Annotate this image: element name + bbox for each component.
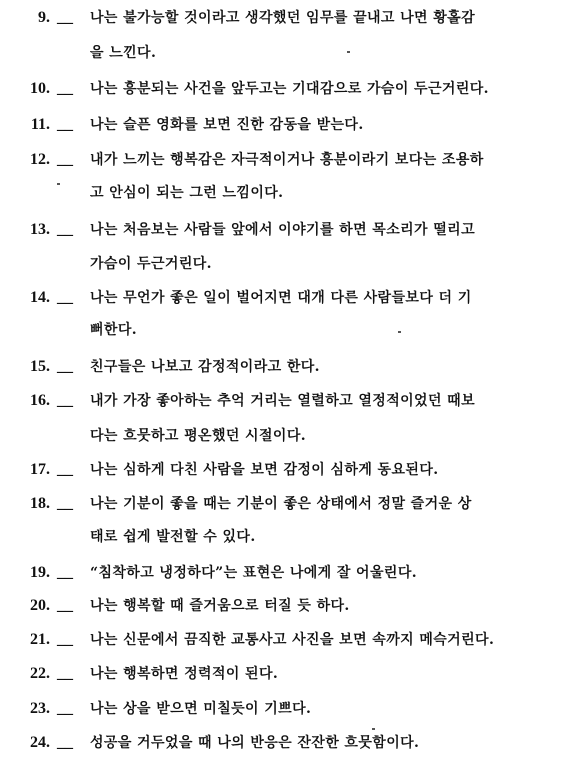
question-number: 19. xyxy=(30,564,50,581)
question-text-line: 나는 행복하면 정력적이 된다. xyxy=(90,666,279,682)
question-text-line: 다는 흐뭇하고 평온했던 시절이다. xyxy=(90,428,307,444)
answer-blank[interactable]: __ xyxy=(57,151,73,168)
question-number: 17. xyxy=(30,461,50,478)
question-text-line: 나는 슬픈 영화를 보면 진한 감동을 받는다. xyxy=(90,117,364,133)
question-number: 21. xyxy=(30,631,50,648)
question-text-line: “침착하고 냉정하다”는 표현은 나에게 잘 어울린다. xyxy=(90,565,418,581)
question-number: 12. xyxy=(30,151,50,168)
question-text-line: 뻐한다. xyxy=(90,322,138,338)
answer-blank[interactable]: __ xyxy=(57,700,73,717)
question-text-line: 태로 쉽게 발전할 수 있다. xyxy=(90,529,256,545)
question-text-line: 내가 느끼는 행복감은 자극적이거나 흥분이라기 보다는 조용하 xyxy=(90,152,484,168)
question-number: 14. xyxy=(30,289,50,306)
answer-blank[interactable]: __ xyxy=(57,461,73,478)
question-number: 16. xyxy=(30,392,50,409)
question-number: 24. xyxy=(30,734,50,751)
answer-blank[interactable]: __ xyxy=(57,80,73,97)
question-number: 20. xyxy=(30,597,50,614)
answer-blank[interactable]: __ xyxy=(57,289,73,306)
question-text-line: 내가 가장 좋아하는 추억 거리는 열렬하고 열정적이었던 때보 xyxy=(90,393,476,409)
question-number: 22. xyxy=(30,665,50,682)
question-text-line: 나는 흥분되는 사건을 앞두고는 기대감으로 가슴이 두근거린다. xyxy=(90,81,489,97)
answer-blank[interactable]: __ xyxy=(57,9,73,26)
answer-blank[interactable]: __ xyxy=(57,392,73,409)
question-number: 11. xyxy=(30,116,50,133)
question-number: 9. xyxy=(38,9,50,26)
question-text-line: 나는 행복할 때 즐거움으로 터질 듯 하다. xyxy=(90,598,350,614)
question-text-line: 가슴이 두근거린다. xyxy=(90,256,212,272)
answer-blank[interactable]: __ xyxy=(57,358,73,375)
scan-speck xyxy=(398,331,401,333)
question-text-line: 나는 기분이 좋을 때는 기분이 좋은 상태에서 정말 즐거운 상 xyxy=(90,496,472,512)
answer-blank[interactable]: __ xyxy=(57,665,73,682)
question-text-line: 나는 심하게 다친 사람을 보면 감정이 심하게 동요된다. xyxy=(90,462,439,478)
question-text-line: 을 느낀다. xyxy=(90,45,157,61)
answer-blank[interactable]: __ xyxy=(57,116,73,133)
answer-blank[interactable]: __ xyxy=(57,564,73,581)
question-number: 13. xyxy=(30,221,50,238)
question-number: 15. xyxy=(30,358,50,375)
question-text-line: 나는 불가능할 것이라고 생각했던 임무를 끝내고 나면 황홀감 xyxy=(90,10,476,26)
answer-blank[interactable]: __ xyxy=(57,597,73,614)
answer-blank[interactable]: __ xyxy=(57,734,73,751)
question-number: 18. xyxy=(30,495,50,512)
question-text-line: 나는 상을 받으면 미칠듯이 기쁘다. xyxy=(90,701,312,717)
answer-blank[interactable]: __ xyxy=(57,631,73,648)
answer-blank[interactable]: __ xyxy=(57,221,73,238)
scan-speck xyxy=(372,728,375,730)
scan-speck xyxy=(57,183,60,185)
question-text-line: 나는 신문에서 끔직한 교통사고 사진을 보면 속까지 메슥거린다. xyxy=(90,632,495,648)
question-number: 10. xyxy=(30,80,50,97)
question-text-line: 성공을 거두었을 때 나의 반응은 잔잔한 흐뭇함이다. xyxy=(90,735,420,751)
question-text-line: 나는 처음보는 사람들 앞에서 이야기를 하면 목소리가 떨리고 xyxy=(90,222,476,238)
question-text-line: 나는 무언가 좋은 일이 벌어지면 대개 다른 사람들보다 더 기 xyxy=(90,290,472,306)
answer-blank[interactable]: __ xyxy=(57,495,73,512)
question-number: 23. xyxy=(30,700,50,717)
question-text-line: 고 안심이 되는 그런 느낌이다. xyxy=(90,185,284,201)
scan-speck xyxy=(347,51,350,53)
question-text-line: 친구들은 나보고 감정적이라고 한다. xyxy=(90,359,320,375)
